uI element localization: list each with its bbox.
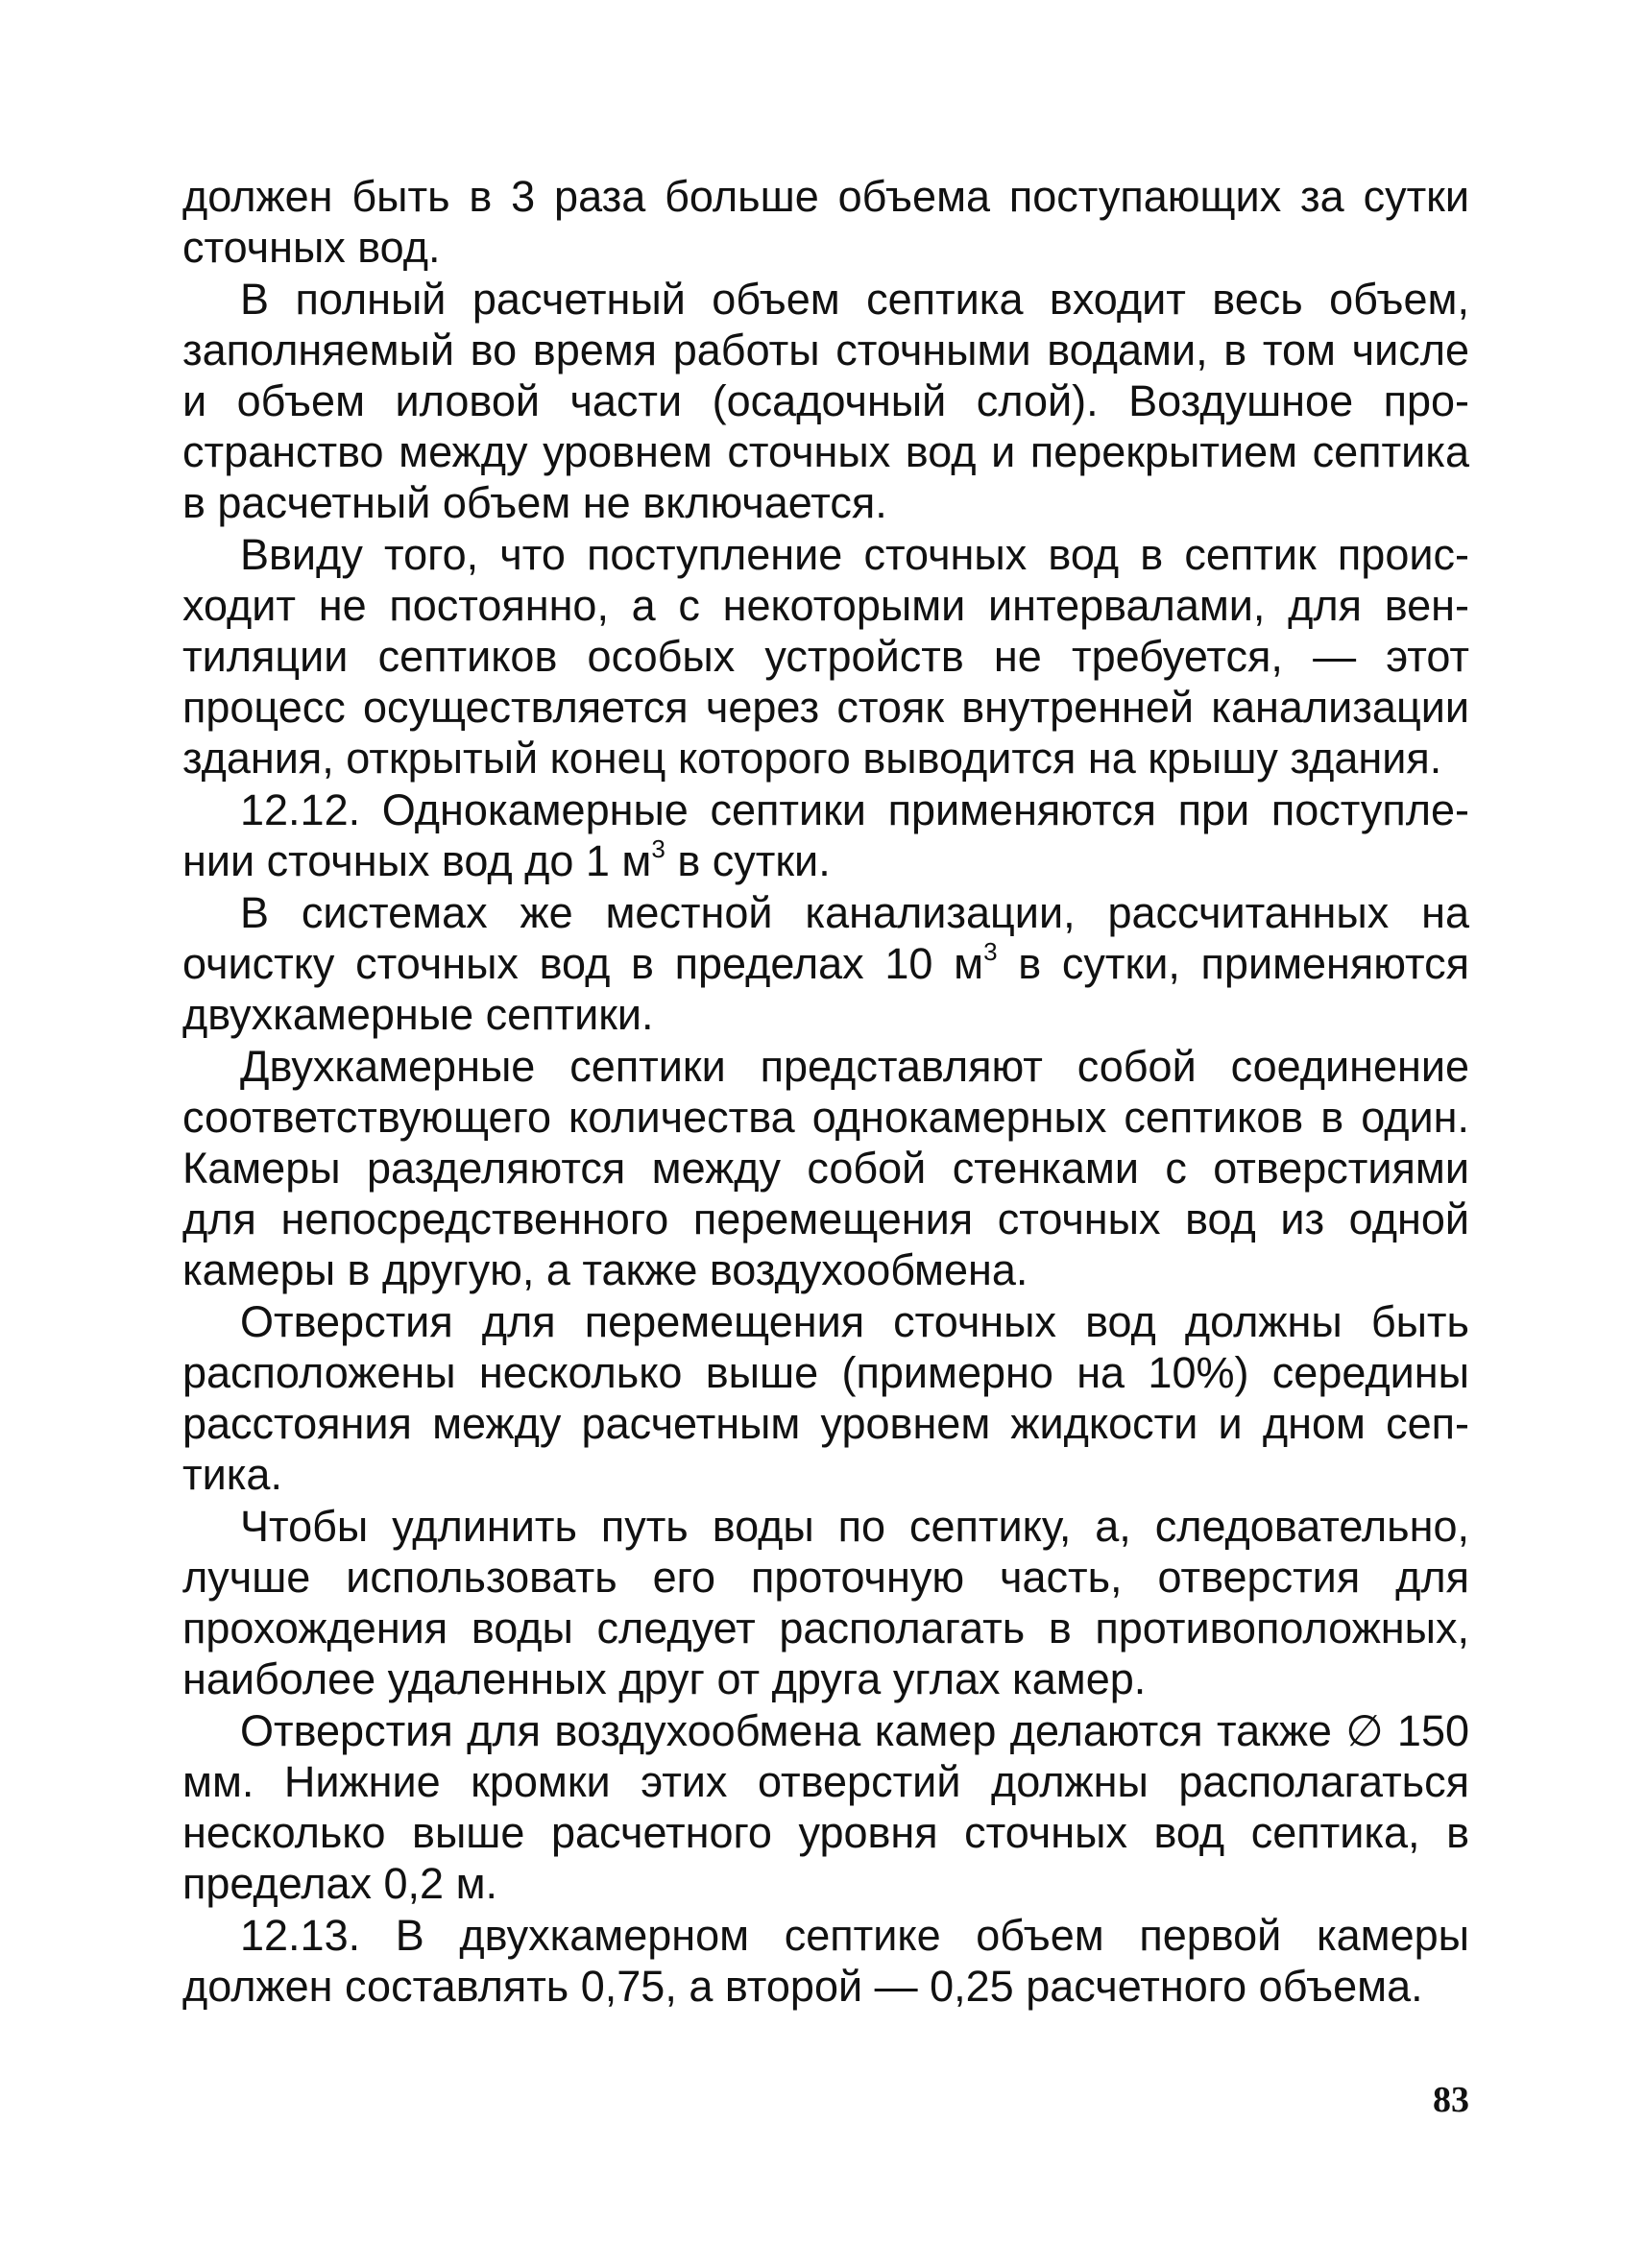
paragraph-12-12-text: 12.12. Однокамерные септики применяются при поступлении сточных вод до 1 м <box>182 785 1469 885</box>
paragraph-ventilation: Ввиду того, что поступление сточных вод в септик происходит не постоянно, а с некоторыми интервалами, для вентиляции септиков особых устройств не требуется, — этот процесс осуществляется через стояк внутренней канализации здания, открытый конец которого выводится на крышу здания. <box>182 530 1469 783</box>
paragraph-local-sewerage-text: В системах же местной канализации, рассчитанных на очистку сточных вод в пределах 10 м <box>182 888 1469 988</box>
page-number: 83 <box>1433 2080 1469 2120</box>
paragraph-12-13: 12.13. В двухкамерном септике объем первой камеры должен составлять 0,75, а второй — 0,25 расчетного объема. <box>182 1911 1469 2011</box>
paragraph-water-path: Чтобы удлинить путь воды по септику, а, следовательно, лучше использовать его проточную часть, отверстия для прохождения воды следует располагать в противоположных, наиболее удаленных друг от друга углах камер. <box>182 1502 1469 1703</box>
paragraph-local-sewerage-tail: в сутки, применяются двухкамерные септики. <box>182 939 1469 1039</box>
paragraph-12-12-tail: в сутки. <box>665 836 831 885</box>
paragraph-two-chamber: Двухкамерные септики представляют собой соединение соответствующего количества однокамерных септиков в один. Камеры разделяются между собой стенками с отверстиями для непосредственного перемещения сточных вод из одной камеры в другую, а также воздухообмена. <box>182 1042 1469 1294</box>
superscript-3: 3 <box>983 937 998 966</box>
paragraph-12-12 <box>182 784 1469 886</box>
page-body <box>182 171 1469 2013</box>
paragraph-septic-volume: В полный расчетный объем септика входит весь объем, заполняемый во время работы сточными водами, в том числе и объем иловой части (осадочный слой). Воздушное пространство между уровнем сточных вод и перекрытием септика в расчетный объем не включается. <box>182 275 1469 527</box>
paragraph-local-sewerage <box>182 887 1469 1040</box>
paragraph-openings: Отверстия для перемещения сточных вод должны быть расположены несколько выше (примерно на 10%) середины расстояния между расчетным уровнем жидкости и дном септика. <box>182 1297 1469 1499</box>
paragraph-continuation: должен быть в 3 раза больше объема поступающих за сутки сточных вод. <box>182 172 1469 272</box>
superscript-3: 3 <box>651 834 665 863</box>
paragraph-air-exchange: Отверстия для воздухообмена камер делаются также ∅ 150 мм. Нижние кромки этих отверстий должны располагаться несколько выше расчетного уровня сточных вод септика, в пределах 0,2 м. <box>182 1706 1469 1908</box>
